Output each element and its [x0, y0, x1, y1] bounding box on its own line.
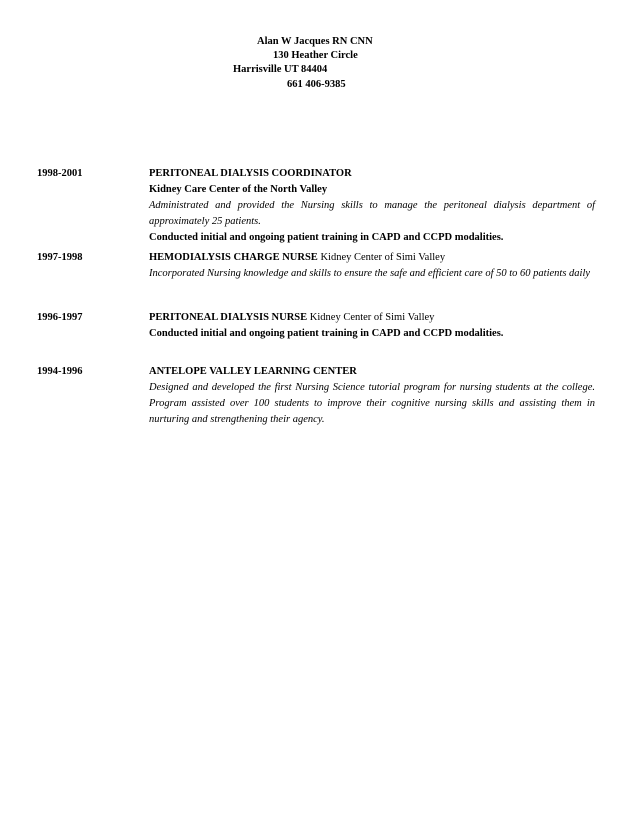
header-name: Alan W Jacques RN CNN: [257, 36, 373, 47]
entry-description: Administrated and provided the Nursing skills to manage the peritoneal dialysis department of approximately 25 patients.: [149, 200, 595, 227]
entry-description: Incorporated Nursing knowledge and skills to ensure the safe and efficient care of 50 to 60 patients daily: [149, 268, 591, 279]
entry-dates: 1996-1997: [37, 312, 83, 323]
entry-employer: Kidney Care Center of the North Valley: [149, 184, 328, 195]
entry-content: [149, 364, 595, 428]
header-city: Harrisville UT 84404: [233, 64, 328, 75]
entry-title: PERITONEAL DIALYSIS NURSE: [149, 312, 308, 323]
entry-dates: 1997-1998: [37, 252, 83, 263]
entry-note: Conducted initial and ongoing patient training in CAPD and CCPD modalities.: [149, 328, 504, 339]
entry-dates: 1998-2001: [37, 168, 83, 179]
entry-content: [149, 310, 595, 342]
header-phone: 661 406-9385: [287, 79, 346, 90]
entry-title: HEMODIALYSIS CHARGE NURSE: [149, 252, 318, 263]
entry-dates: 1994-1996: [37, 366, 83, 377]
entry-title: PERITONEAL DIALYSIS COORDINATOR: [149, 168, 352, 179]
entry-employer: Kidney Center of Simi Valley: [309, 312, 435, 323]
entry-title: ANTELOPE VALLEY LEARNING CENTER: [149, 366, 357, 377]
entry-employer: Kidney Center of Simi Valley: [320, 252, 446, 263]
entry-content: [149, 166, 595, 246]
entry-note: Conducted initial and ongoing patient training in CAPD and CCPD modalities.: [149, 232, 504, 243]
header-street: 130 Heather Circle: [273, 50, 358, 61]
entry-description: Designed and developed the first Nursing Science tutorial program for nursing students at the college. Program assisted over 100 students to improve their cognitive nursing skills and assisting them in nurturing and strengthening their agency.: [149, 382, 595, 425]
entry-content: [149, 250, 595, 282]
